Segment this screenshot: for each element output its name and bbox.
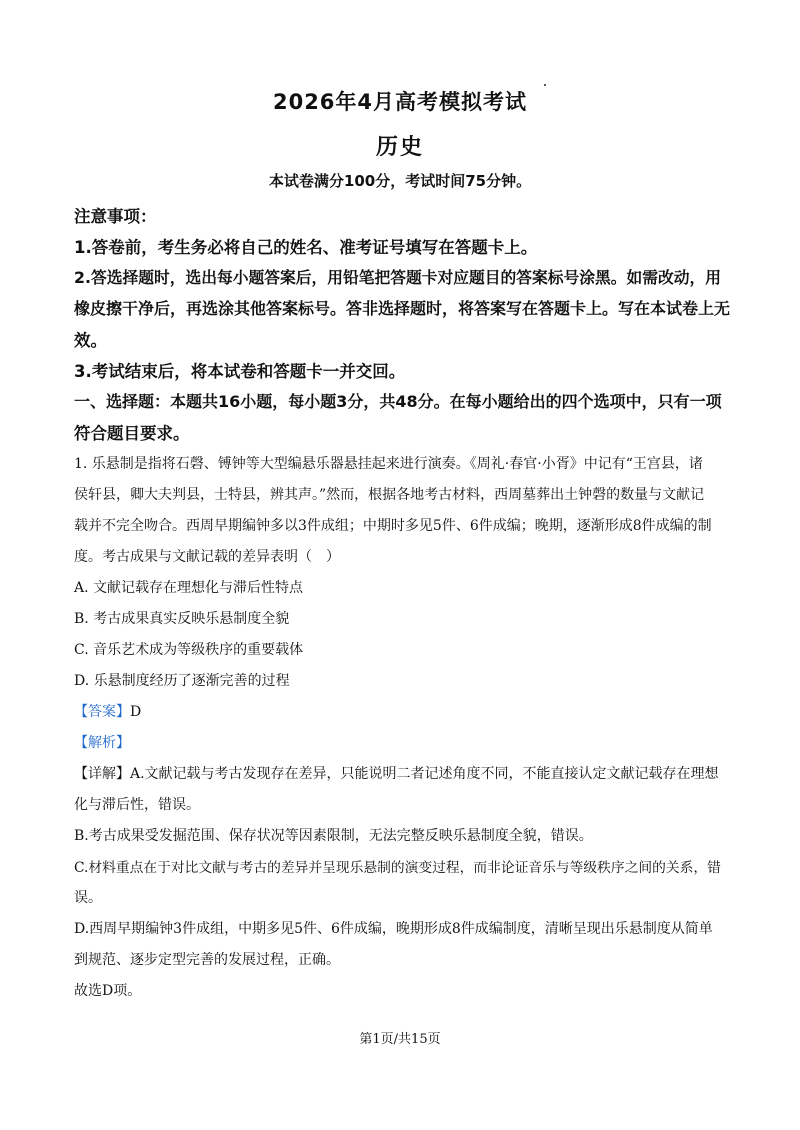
score-info: 本试卷满分100分，考试时间75分钟。 <box>268 172 532 190</box>
question-stem-line-1: 1. 乐悬制是指将石磬、镈钟等大型编悬乐器悬挂起来进行演奏。《周礼·春官·小胥》中记有“王宫县，诸 <box>74 456 703 472</box>
option-d: D. 乐悬制度经历了逐渐完善的过程 <box>74 673 290 689</box>
detail-a-text-1: A.文献记载与考古发现存在差异，只能说明二者记述角度不同，不能直接认定文献记载存在理想 <box>130 766 719 782</box>
detail-d-line-1: D.西周早期编钟3件成组，中期多见5件、6件成编，晚期形成8件成编制度，清晰呈现出乐悬制度从简单 <box>74 921 713 937</box>
option-c: C. 音乐艺术成为等级秩序的重要载体 <box>74 642 304 658</box>
detail-d-line-2: 到规范、逐步定型完善的发展过程，正确。 <box>74 952 340 968</box>
detail-c-line-2: 误。 <box>74 890 102 906</box>
notice-item-2-line-2: 橡皮擦干净后，再选涂其他答案标号。答非选择题时，将答案写在答题卡上。写在本试卷上无 <box>74 299 731 318</box>
detail-b: B.考古成果受发掘范围、保存状况等因素限制，无法完整反映乐悬制度全貌，错误。 <box>74 828 593 844</box>
detail-a-line-2: 化与滞后性，错误。 <box>74 797 200 813</box>
subject-title: 历史 <box>375 135 424 160</box>
answer-line <box>74 701 730 721</box>
section-heading-line-2: 符合题目要求。 <box>74 424 190 443</box>
question-stem-line-2: 侯轩县，卿大夫判县，士特县，辨其声。”然而，根据各地考古材料，西周墓葬出土钟磬的数量与文献记 <box>74 487 705 503</box>
notice-item-3: 3.考试结束后，将本试卷和答题卡一并交回。 <box>74 362 406 381</box>
notice-item-2-line-3: 效。 <box>74 331 107 350</box>
detail-tag: 【详解】 <box>74 766 130 782</box>
answer-tag: 【答案】 <box>74 704 130 720</box>
notice-item-2-line-1: 2.答选择题时，选出每小题答案后，用铅笔把答题卡对应题目的答案标号涂黑。如需改动，用 <box>74 268 721 287</box>
option-a: A. 文献记载存在理想化与滞后性特点 <box>74 580 304 596</box>
question-stem-line-4: 度。考古成果与文献记载的差异表明（ ） <box>74 549 340 565</box>
detail-a-line-1 <box>74 763 730 783</box>
analysis-tag: 【解析】 <box>74 735 130 751</box>
conclusion: 故选D项。 <box>74 983 142 999</box>
answer-value: D <box>130 704 142 720</box>
analysis-line <box>74 732 730 752</box>
exam-title: 2026年4月高考模拟考试 <box>272 90 528 114</box>
notice-item-1: 1.答卷前，考生务必将自己的姓名、准考证号填写在答题卡上。 <box>74 238 538 257</box>
notice-heading: 注意事项： <box>74 207 157 226</box>
option-b: B. 考古成果真实反映乐悬制度全貌 <box>74 611 290 627</box>
question-stem-line-3: 载并不完全吻合。西周早期编钟多以3件成组；中期时多见5件、6件成编；晚期，逐渐形成8件成编的制 <box>74 518 712 534</box>
section-heading-line-1: 一、选择题：本题共16小题，每小题3分，共48分。在每小题给出的四个选项中，只有一项 <box>74 392 722 411</box>
detail-c-line-1: C.材料重点在于对比文献与考古的差异并呈现乐悬制的演变过程，而非论证音乐与等级秩序之间的关系，错 <box>74 860 721 876</box>
page-indicator: 第1页/共15页 <box>359 1032 441 1047</box>
